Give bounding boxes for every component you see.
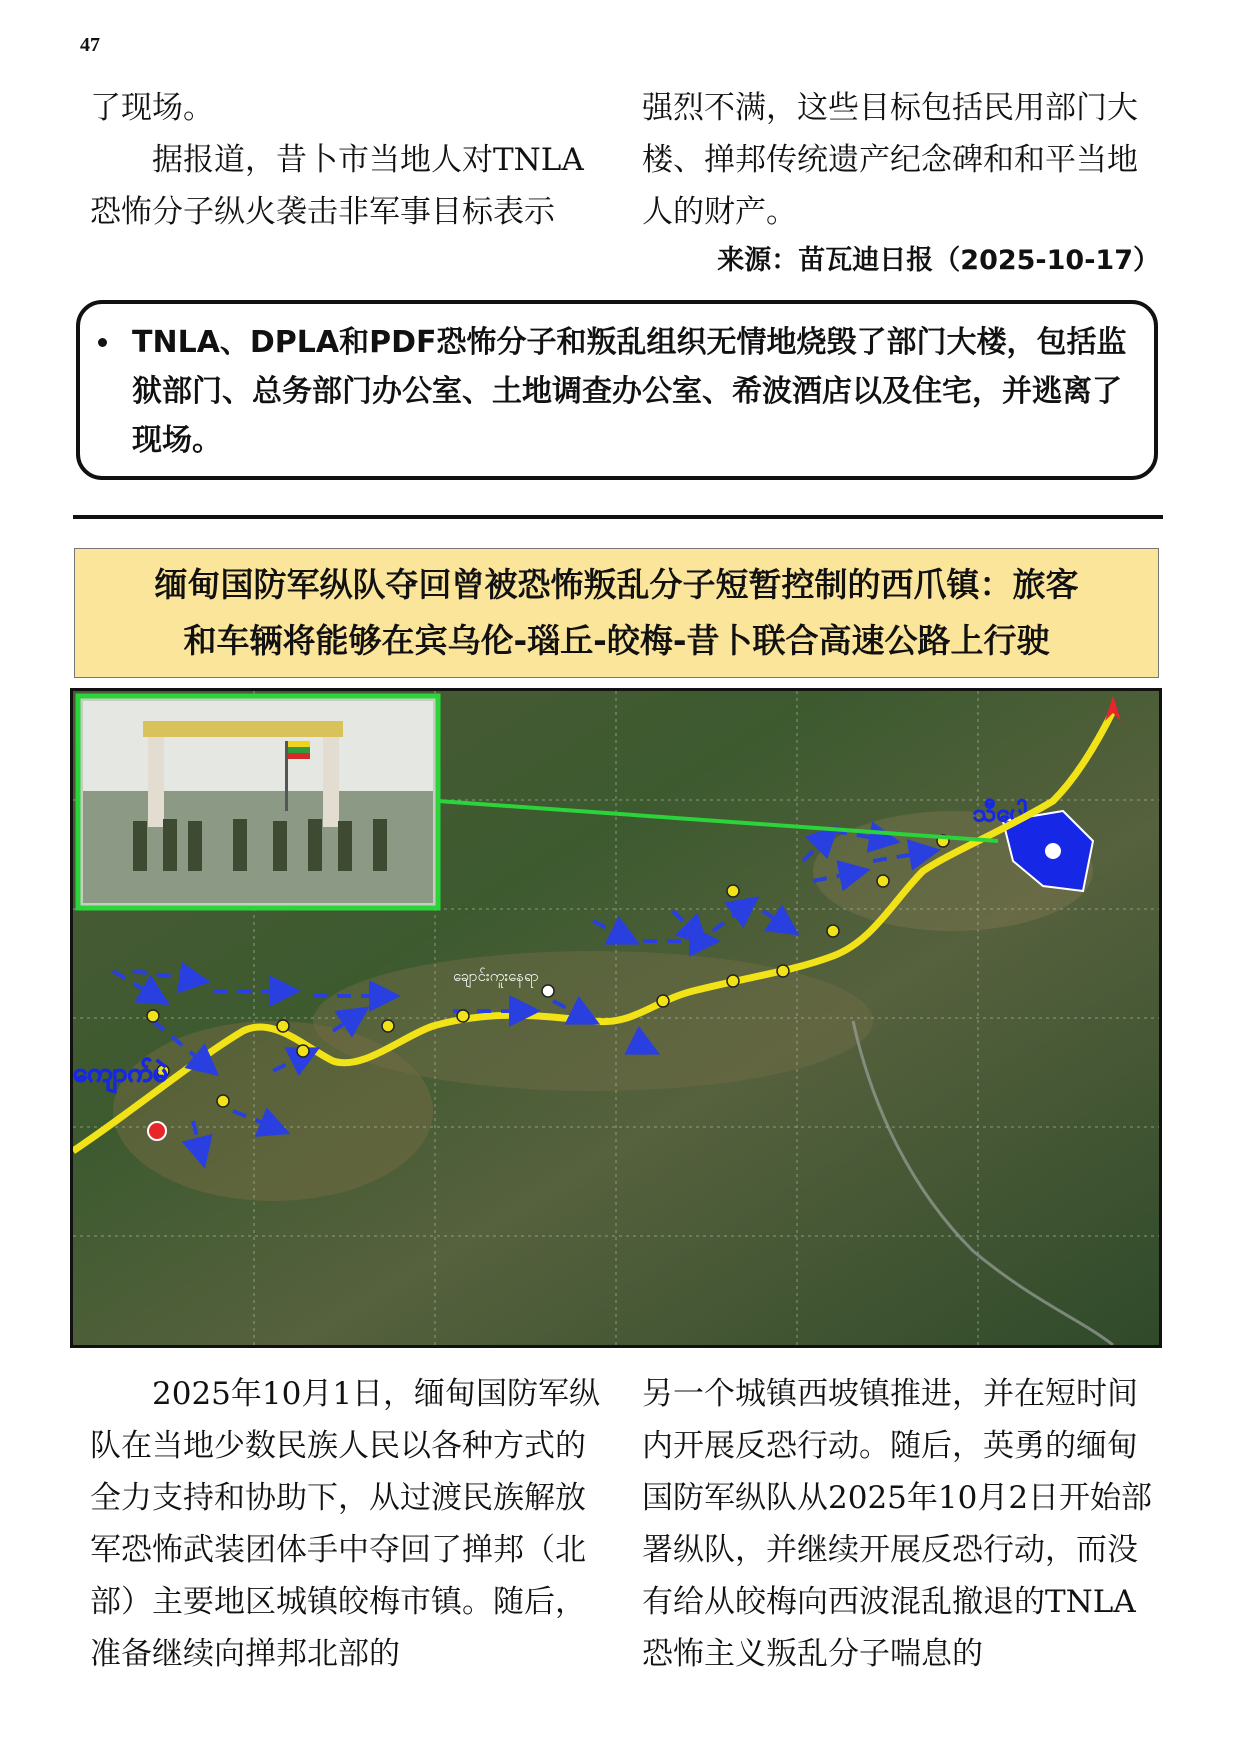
- inset-flag-red: [288, 753, 310, 759]
- bullet-icon: [98, 338, 107, 347]
- map-graphic: [73, 691, 1159, 1345]
- headline-line-2: 和车辆将能够在宾乌伦-瑙丘-皎梅-昔卜联合高速公路上行驶: [183, 621, 1050, 660]
- paragraph-main-continued: 另一个城镇西坡镇推进，并在短时间内开展反恐行动。随后，英勇的缅甸国防军纵队从2025年10月2日开始部署纵队，并继续开展反恐行动，而没有给从皎梅向西波混乱撤退的TNLA恐怖主义叛乱分子喘息的: [642, 1376, 1153, 1672]
- operation-map: [70, 688, 1162, 1348]
- inset-sky: [83, 701, 433, 791]
- hsipaw-label: သီပေါ: [973, 799, 1028, 827]
- station-label: ချောင်းကူးနေရာ: [453, 967, 539, 985]
- headline-line-1: 缅甸国防军纵队夺回曾被恐怖叛乱分子短暂控制的西爪镇：旅客: [154, 565, 1079, 604]
- paragraph-report: 据报道，昔卜市当地人对TNLA恐怖分子纵火袭击非军事目标表示: [90, 142, 584, 230]
- inset-flagpole: [285, 741, 288, 811]
- paragraph-main: 2025年10月1日，缅甸国防军纵队在当地少数民族人民以各种方式的全力支持和协助下，从过渡民族解放军恐怖武装团体手中夺回了掸邦（北部）主要地区城镇皎梅市镇。随后，准备继续向掸邦北部的: [90, 1376, 601, 1672]
- kyaukme-label: ကျောက်မဲ: [73, 1058, 168, 1088]
- article-headline: [74, 548, 1159, 678]
- inset-flag-yellow: [288, 741, 310, 747]
- callout-text: TNLA、DPLA和PDF恐怖分子和叛乱组织无情地烧毁了部门大楼，包括监狱部门、总务部门办公室、土地调查办公室、希波酒店以及住宅，并逃离了现场。: [132, 325, 1127, 458]
- inset-flag-green: [288, 747, 310, 753]
- inset-gate-pillar-left: [148, 737, 164, 827]
- callout-box: [76, 300, 1158, 480]
- station-marker: [542, 985, 554, 997]
- page-number: 47: [80, 34, 100, 56]
- inset-gate-top: [143, 721, 343, 737]
- origin-star-icon: [148, 1122, 166, 1140]
- bottom-right-column: [642, 1368, 1162, 1680]
- bottom-left-column: [90, 1368, 610, 1680]
- source-credit: 来源：苗瓦迪日报（2025-10-17）: [717, 245, 1160, 276]
- top-right-column: [642, 82, 1162, 238]
- paragraph-tail: 了现场。: [90, 90, 214, 126]
- paragraph-report-continued: 强烈不满，这些目标包括民用部门大楼、掸邦传统遗产纪念碑和和平当地人的财产。: [642, 90, 1138, 230]
- hsipaw-marker: [1045, 843, 1061, 859]
- top-left-column: [90, 82, 610, 238]
- section-divider: [73, 515, 1163, 519]
- inset-gate-pillar-right: [323, 737, 339, 827]
